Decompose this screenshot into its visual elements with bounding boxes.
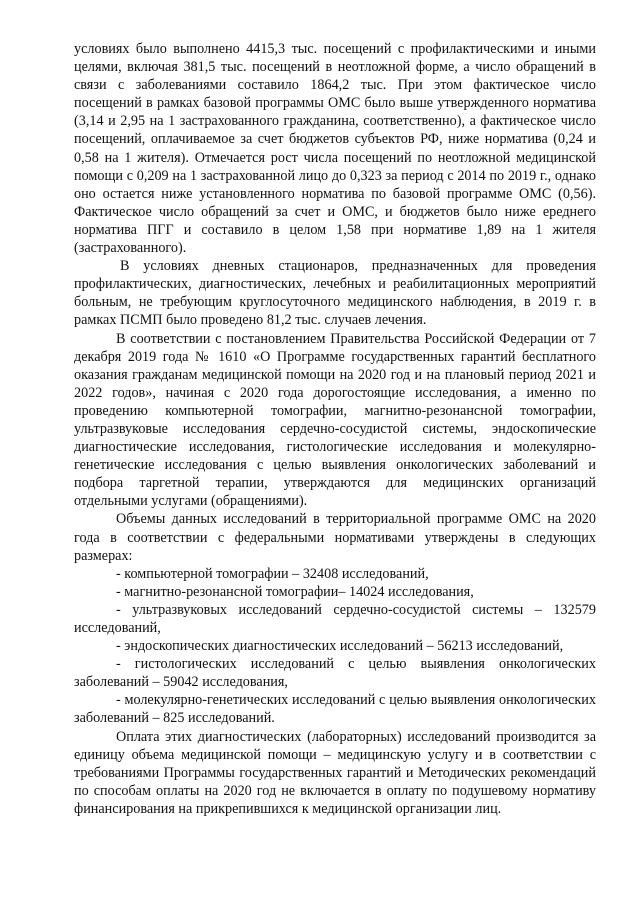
list-item-histology: - гистологических исследований с целью выявления онкологических заболеваний – 59042 исследования, xyxy=(74,656,596,691)
list-item-ultrasound: - ультразвуковых исследований сердечно-сосудистой системы – 132579 исследований, xyxy=(74,601,596,636)
paragraph-research-volumes-intro: Объемы данных исследований в территориальной программе ОМС на 2020 года в соответствии с федеральными нормативами утверждены в следующих размерах: xyxy=(74,511,596,564)
list-item-mri: - магнитно-резонансной томографии– 14024 исследования, xyxy=(116,583,474,600)
paragraph-government-decree: В соответствии с постановлением Правительства Российской Федерации от 7 декабря 2019 года № 1610 «О Программе государственных гарантий бесплатного оказания гражданам медицинской помощи на 2020 год и на плановый период 2021 и 2022 годов», начиная с 2020 года дорогостоящие исследования, а именно по проведению компьютерной томографии, магнитно-резонансной томографии, ультразвуковые исследования сердечно-сосудистой системы, эндоскопические диагностические исследования, гистологические исследования и молекулярно-генетические исследования с целью выявления онкологических заболеваний и подбора таргетной терапии, утверждаются для медицинских организаций отдельными услугами (обращениями). xyxy=(74,330,596,510)
list-item-ct: - компьютерной томографии – 32408 исследований, xyxy=(116,565,429,582)
paragraph-visits-statistics: условиях было выполнено 4415,3 тыс. посещений с профилактическими и иными целями, включая 381,5 тыс. посещений в неотложной форме, а число обращений в связи с заболеваниями составило 1864,2 тыс. При этом фактическое число посещений в рамках базовой программы ОМС было выше утвержденного норматива (3,14 и 2,95 на 1 застрахованного гражданина, соответственно), а фактическое число посещений, оплачиваемое за счет бюджетов субъектов РФ, ниже норматива (0,24 и 0,58 на 1 жителя). Отмечается рост числа посещений по неотложной медицинской помощи с 0,209 на 1 застрахованной лицо до 0,323 за период с 2014 по 2019 г., однако оно остается ниже установленного норматива по базовой программе ОМС (0,56). Фактическое число обращений за счет и ОМС, и бюджетов было ниже ереднего норматива ПГГ и составило в целом 1,58 при нормативе 1,89 на 1 жителя (застрахованного). xyxy=(74,41,596,257)
document-body xyxy=(74,40,596,818)
paragraph-day-hospitals: В условиях дневных стационаров, предназначенных для проведения профилактических, диагностических, лечебных и реабилитационных мероприятий больным, не требующим круглосуточного медицинского наблюдения, в 2019 г. в рамках ПСМП было проведено 81,2 тыс. случаев лечения. xyxy=(74,258,596,329)
paragraph-payment: Оплата этих диагностических (лабораторных) исследований производится за единицу объема медицинской помощи – медицинскую услугу и в соответствии с требованиями Программы государственных гарантий и Методических рекомендаций по способам оплаты на 2020 год не включается в оплату по подушевому нормативу финансирования на прикрепившихся к медицинской организации лиц. xyxy=(74,728,596,817)
list-item-molecular-genetic: - молекулярно-генетических исследований с целью выявления онкологических заболеваний – 825 исследований. xyxy=(74,692,596,727)
list-item-endoscopy: - эндоскопических диагностических исследований – 56213 исследований, xyxy=(116,638,564,655)
